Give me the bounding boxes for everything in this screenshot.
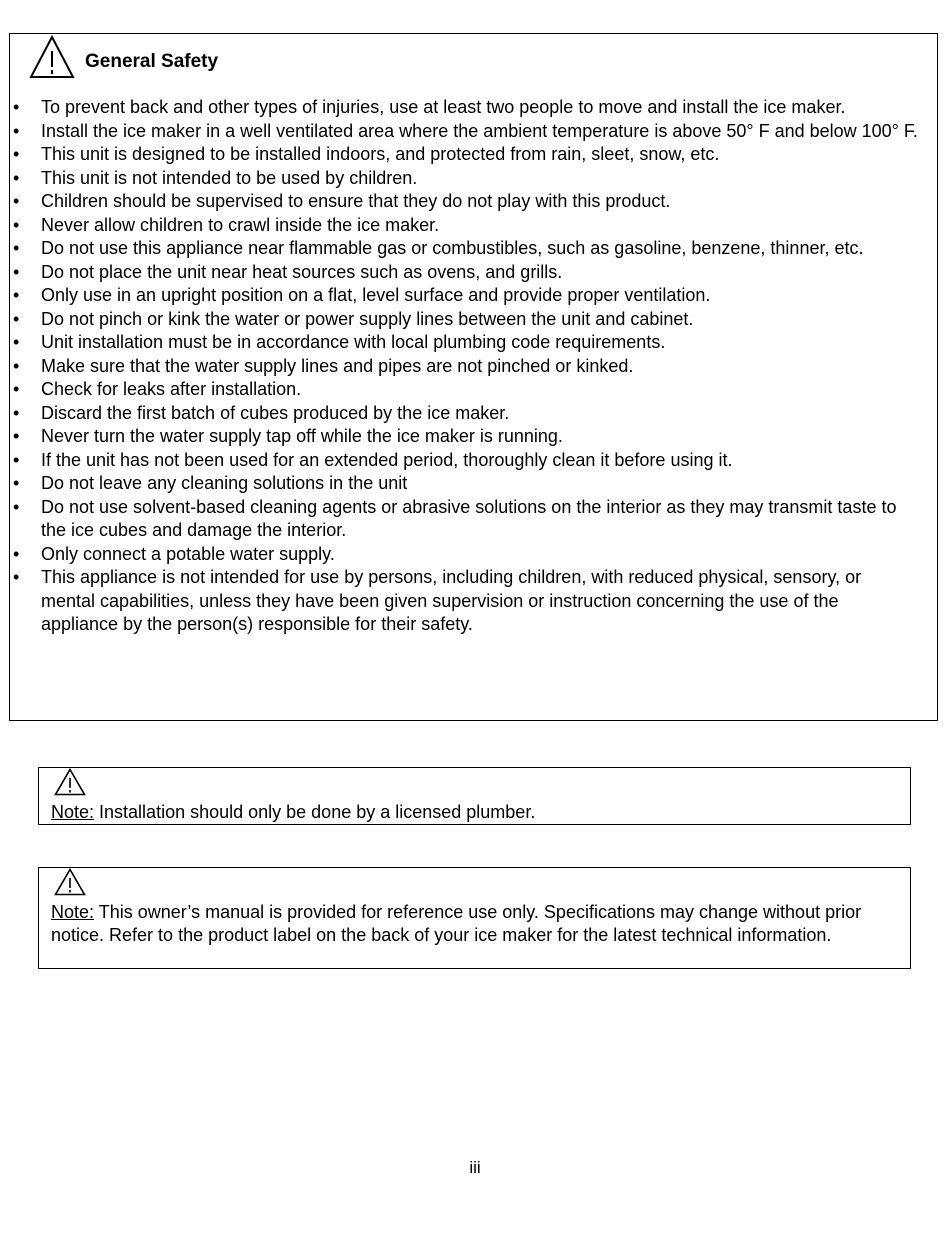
safety-item: • Check for leaks after installation. xyxy=(0,378,920,402)
safety-item: • To prevent back and other types of injuries, use at least two people to move and install the ice maker. xyxy=(0,96,920,120)
safety-item: • This appliance is not intended for use by persons, including children, with reduced physical, sensory, or mental capabilities, unless they have been given supervision or instruction concerning the use of the appliance by the person(s) responsible for their safety. xyxy=(0,566,920,637)
note-text xyxy=(51,801,898,824)
safety-item: • Do not leave any cleaning solutions in the unit xyxy=(0,472,920,496)
safety-item: • This unit is designed to be installed indoors, and protected from rain, sleet, snow, etc. xyxy=(0,143,920,167)
note-box-plumber xyxy=(38,767,911,825)
general-safety-title: General Safety xyxy=(85,51,219,72)
safety-item: • Do not use solvent-based cleaning agents or abrasive solutions on the interior as they may transmit taste to the ice cubes and damage the interior. xyxy=(0,496,920,543)
note-label: Note: xyxy=(51,902,95,922)
note-text xyxy=(51,901,898,946)
safety-item: • Do not pinch or kink the water or power supply lines between the unit and cabinet. xyxy=(0,308,920,332)
safety-item: • If the unit has not been used for an extended period, thoroughly clean it before using it. xyxy=(0,449,920,473)
safety-item: • Do not use this appliance near flammable gas or combustibles, such as gasoline, benzene, thinner, etc. xyxy=(0,237,920,261)
safety-item: • Never turn the water supply tap off while the ice maker is running. xyxy=(0,425,920,449)
warning-triangle-icon xyxy=(54,868,898,901)
warning-triangle-icon xyxy=(29,35,75,79)
safety-item: • Never allow children to crawl inside the ice maker. xyxy=(0,214,920,238)
page-number: iii xyxy=(469,1158,481,1177)
safety-item: • Only connect a potable water supply. xyxy=(0,543,920,567)
safety-item: • Do not place the unit near heat sources such as ovens, and grills. xyxy=(0,261,920,285)
note-box-reference xyxy=(38,867,911,969)
note-body: This owner’s manual is provided for reference use only. Specifications may change without prior notice. Refer to the product label on the back of your ice maker for the latest technical information. xyxy=(51,902,862,945)
general-safety-list xyxy=(0,96,920,637)
warning-triangle-icon xyxy=(54,768,898,801)
safety-item: • Children should be supervised to ensure that they do not play with this product. xyxy=(0,190,920,214)
note-label: Note: xyxy=(51,802,95,822)
safety-item: • Unit installation must be in accordance with local plumbing code requirements. xyxy=(0,331,920,355)
safety-item: • Install the ice maker in a well ventilated area where the ambient temperature is above 50° F and below 100° F. xyxy=(0,120,920,144)
safety-item: • Make sure that the water supply lines and pipes are not pinched or kinked. xyxy=(0,355,920,379)
safety-item: • This unit is not intended to be used by children. xyxy=(0,167,920,191)
general-safety-header xyxy=(29,35,218,79)
safety-item: • Discard the first batch of cubes produced by the ice maker. xyxy=(0,402,920,426)
note-body: Installation should only be done by a licensed plumber. xyxy=(94,802,536,822)
safety-item: • Only use in an upright position on a flat, level surface and provide proper ventilation. xyxy=(0,284,920,308)
